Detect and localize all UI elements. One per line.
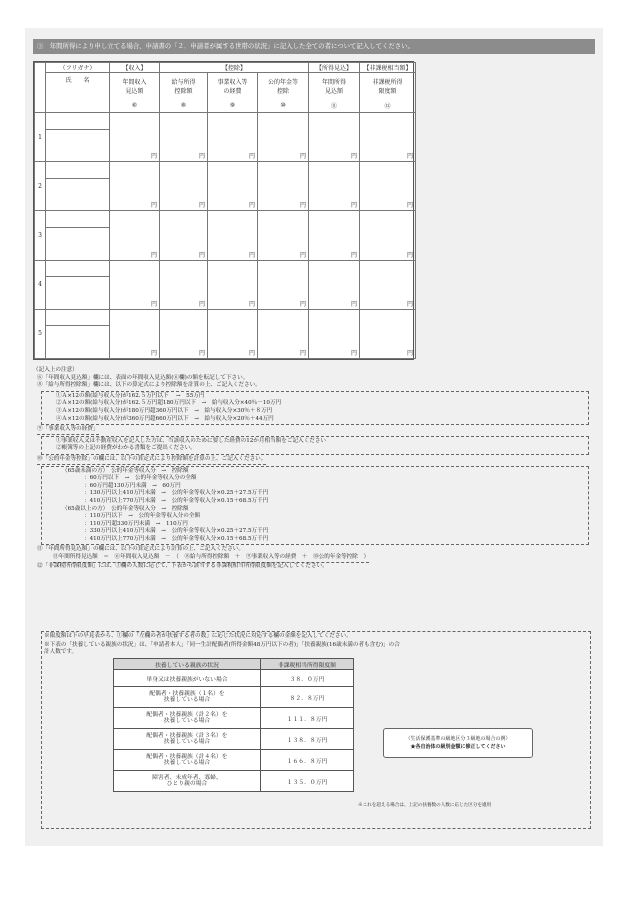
example-note-box bbox=[383, 728, 533, 758]
note-9: ⑨「事業収入等の経費」 bbox=[37, 426, 99, 435]
ref-amount: １３８．８万円 bbox=[261, 729, 354, 750]
name-input[interactable] bbox=[46, 178, 110, 211]
notes-title: （記入上の注意） bbox=[33, 367, 78, 373]
example-note-warning: ★各自治体の級別金額に修正してください bbox=[410, 744, 506, 750]
pension-deduction-field[interactable]: 円 bbox=[258, 211, 309, 260]
furigana-input[interactable] bbox=[46, 211, 110, 227]
note-10-line: ：330万円以上410万円未満 → 公的年金等収入分×0.25＋27.5万千円 bbox=[84, 528, 269, 535]
note-10-line: （65歳以上の方） 公的年金等収入分 → 控除額 bbox=[62, 505, 189, 512]
col-num-11: ⑪ bbox=[309, 99, 360, 112]
note-8-line: ④Ａ×12の額(給与収入分)が360万円超660万円以下 → 給与収入分×20％＋44万円 bbox=[56, 415, 274, 422]
name-input[interactable] bbox=[46, 129, 110, 162]
furigana-label: （フリガナ） bbox=[46, 63, 110, 73]
ref-header-amount: 非課税相当所得限度額 bbox=[261, 659, 354, 670]
col-num-10: ⑩ bbox=[258, 99, 309, 112]
ref-amount: １１１．８万円 bbox=[261, 708, 354, 729]
row-number: 1 bbox=[35, 113, 46, 162]
note-12-line: 計人数です。 bbox=[44, 649, 78, 656]
col-num-12: ⑫ bbox=[360, 99, 416, 112]
pension-deduction-field[interactable]: 円 bbox=[258, 309, 309, 358]
limit-field[interactable]: 円 bbox=[360, 309, 416, 358]
row-number: 5 bbox=[35, 309, 46, 358]
ref-status: 配偶者・扶養親族（１名）を 扶養している場合 bbox=[114, 687, 261, 708]
ref-footnote: ※これを超える場合は、上記の扶養数の人数に応じた区分を適用 bbox=[358, 803, 492, 808]
business-expense-field[interactable]: 円 bbox=[208, 260, 258, 309]
group-income-est: 【所得見込】 bbox=[309, 63, 360, 73]
note-10-line: ：60万円以下 → 公的年金等収入分の全額 bbox=[84, 475, 197, 482]
note-8-line: ③Ａ×12の額(給与収入分)が180万円超360万円以下 → 給与収入分×30％＋８万円 bbox=[56, 407, 273, 414]
note-8: ⑧「給与所得控除額」欄には、以下の算定式により控除額を計算の上、ご記入ください。 bbox=[37, 382, 261, 389]
ref-amount: １３５．０万円 bbox=[261, 771, 354, 792]
col-label-11: 年間所得 見込額 bbox=[309, 73, 360, 100]
note-11-formula: ⑪年間所得見込額 ＝ ⑥年間収入見込額 － （ ⑧給与所得控除額 ＋ ⑨事業収入等の経費 ＋ ⑩公的年金等控除 ） bbox=[53, 554, 369, 563]
note-12-line: ※限度額は下の早見表から、①欄の「左欄の者が扶養する者の数」に応じた状況に対応する欄の金額を記入してください。 bbox=[44, 633, 352, 639]
income-field[interactable]: 円 bbox=[110, 113, 160, 162]
group-limit: 【非課税相当額】 bbox=[360, 63, 416, 73]
ref-amount: ３８．０万円 bbox=[261, 670, 354, 687]
group-income: 【収入】 bbox=[110, 63, 160, 73]
income-estimate-field[interactable]: 円 bbox=[309, 211, 360, 260]
name-input[interactable] bbox=[46, 227, 110, 260]
income-field[interactable]: 円 bbox=[110, 162, 160, 211]
income-field[interactable]: 円 bbox=[110, 309, 160, 358]
col-label-9: 事業収入等 の経費 bbox=[208, 73, 258, 100]
pension-deduction-field[interactable]: 円 bbox=[258, 260, 309, 309]
note-9-line: ①事業収入又は不動産収入を記入した方は、当該収入のために要した経費の12か月相当額をご記入ください bbox=[56, 437, 327, 444]
note-6: ⑥「年間収入見込額」欄には、表面の年間収入見込額(⑥欄)の額を転記して下さい。 bbox=[37, 374, 249, 381]
business-expense-field[interactable]: 円 bbox=[208, 211, 258, 260]
income-field[interactable]: 円 bbox=[110, 260, 160, 309]
salary-deduction-field[interactable]: 円 bbox=[160, 309, 208, 358]
note-10-line: ：110万円超330万円未満 → 110万円 bbox=[84, 520, 188, 527]
salary-deduction-field[interactable]: 円 bbox=[160, 260, 208, 309]
note-8-line: ②Ａ×12の額(給与収入分)が162.５万円超180万円以下 → 給与収入分×40％－10万円 bbox=[56, 400, 282, 407]
section-header bbox=[33, 39, 595, 54]
ref-amount: １６６．８万円 bbox=[261, 750, 354, 771]
name-input[interactable] bbox=[46, 326, 110, 359]
row-number: 4 bbox=[35, 260, 46, 309]
row-number: 3 bbox=[35, 211, 46, 260]
note-8-line: ①Ａ×12の額(給与収入分)が162.５万円以下 → 55万円 bbox=[56, 392, 205, 399]
group-deduction: 【控除】 bbox=[160, 63, 309, 73]
row-number: 2 bbox=[35, 162, 46, 211]
income-estimate-field[interactable]: 円 bbox=[309, 113, 360, 162]
limit-field[interactable]: 円 bbox=[360, 113, 416, 162]
note-9-line: ②帳簿等の上記の経費がわかる書類をご提出ください。 bbox=[56, 445, 196, 452]
salary-deduction-field[interactable]: 円 bbox=[160, 211, 208, 260]
note-10: ⑩「公的年金等控除」の欄には、以下の算定式により控除額を計算の上、ご記入ください。 bbox=[37, 456, 266, 465]
name-label: 氏 名 bbox=[46, 73, 110, 113]
col-num-9: ⑨ bbox=[208, 99, 258, 112]
furigana-input[interactable] bbox=[46, 260, 110, 276]
name-input[interactable] bbox=[46, 276, 110, 309]
pension-deduction-field[interactable]: 円 bbox=[258, 113, 309, 162]
furigana-input[interactable] bbox=[46, 113, 110, 129]
col-num-8: ⑧ bbox=[160, 99, 208, 112]
business-expense-field[interactable]: 円 bbox=[208, 309, 258, 358]
note-10-line: ：410万円以上770万円未満 → 公的年金等収入分×0.15＋68.5万千円 bbox=[84, 497, 269, 504]
note-10-line: ：60万円超130万円未満 → 60万円 bbox=[84, 482, 181, 489]
note-10-line: ：410万円以上770万円未満 → 公的年金等収入分×0.15＋68.5万千円 bbox=[84, 535, 269, 542]
ref-status: 配偶者・扶養親族（計４名）を 扶養している場合 bbox=[114, 750, 261, 771]
income-estimate-field[interactable]: 円 bbox=[309, 260, 360, 309]
col-label-12: 非課税所得 限度額 bbox=[360, 73, 416, 100]
limit-field[interactable]: 円 bbox=[360, 211, 416, 260]
col-label-6: 年間収入 見込額 bbox=[110, 73, 160, 100]
note-10-line: （65歳未満の方） 公的年金等収入分 → 控除額 bbox=[62, 467, 189, 474]
note-12-line: ※下表の「扶養している親族の状況」は、「申請者本人」「同一生計配偶者(所得金額48万円以下の者)」「扶養親族(16歳未満の者も含む)」の合 bbox=[44, 641, 400, 648]
col-num-6: ⑥ bbox=[110, 99, 160, 112]
quick-reference-table bbox=[113, 658, 354, 792]
salary-deduction-field[interactable]: 円 bbox=[160, 162, 208, 211]
income-estimate-field[interactable]: 円 bbox=[309, 309, 360, 358]
note-9-box bbox=[41, 436, 589, 455]
ref-header-status: 扶養している親族の状況 bbox=[114, 659, 261, 670]
income-estimate-field[interactable]: 円 bbox=[309, 162, 360, 211]
ref-status: 配偶者・扶養親族（計３名）を 扶養している場合 bbox=[114, 729, 261, 750]
furigana-input[interactable] bbox=[46, 309, 110, 325]
furigana-input[interactable] bbox=[46, 162, 110, 178]
business-expense-field[interactable]: 円 bbox=[208, 162, 258, 211]
pension-deduction-field[interactable]: 円 bbox=[258, 162, 309, 211]
ref-status: 単身又は扶養親族がいない場合 bbox=[114, 670, 261, 687]
ref-status: 配偶者・扶養親族（計２名）を 扶養している場合 bbox=[114, 708, 261, 729]
note-8-box bbox=[41, 391, 589, 425]
section-header-text: ③ 年間所得により申し立てる場合、申請書の「２．申請者が属する世帯の状況」に記入した全ての者について記入してください。 bbox=[37, 42, 414, 50]
business-expense-field[interactable]: 円 bbox=[208, 113, 258, 162]
ref-status: 障害者、未成年者、寡婦、 ひとり親の場合 bbox=[114, 771, 261, 792]
col-label-8: 給与所得 控除額 bbox=[160, 73, 208, 100]
note-11: ⑪「年間所得見込額」の欄には、以下の算定式により計算の上、ご記入ください。 bbox=[37, 546, 244, 553]
note-10-box bbox=[41, 466, 589, 546]
salary-deduction-field[interactable]: 円 bbox=[160, 113, 208, 162]
example-note-line: （生活保護基準の級地区分３級地の場合の例） bbox=[405, 736, 511, 742]
income-table bbox=[33, 61, 414, 360]
income-field[interactable]: 円 bbox=[110, 211, 160, 260]
col-label-10: 公的年金等 控除 bbox=[258, 73, 309, 100]
note-10-line: ：110万円以下 → 公的年金等収入分の全額 bbox=[84, 513, 201, 520]
ref-amount: ８２．８万円 bbox=[261, 687, 354, 708]
note-12: ⑫「非課税所得限度額」には、①欄の人数に応じて、下表から該当する非課税相当所得限度額を記入してください。 bbox=[37, 562, 328, 569]
limit-field[interactable]: 円 bbox=[360, 260, 416, 309]
note-10-line: ：130万円以上410万円未満 → 公的年金等収入分×0.25＋27.5万千円 bbox=[84, 490, 269, 497]
limit-field[interactable]: 円 bbox=[360, 162, 416, 211]
